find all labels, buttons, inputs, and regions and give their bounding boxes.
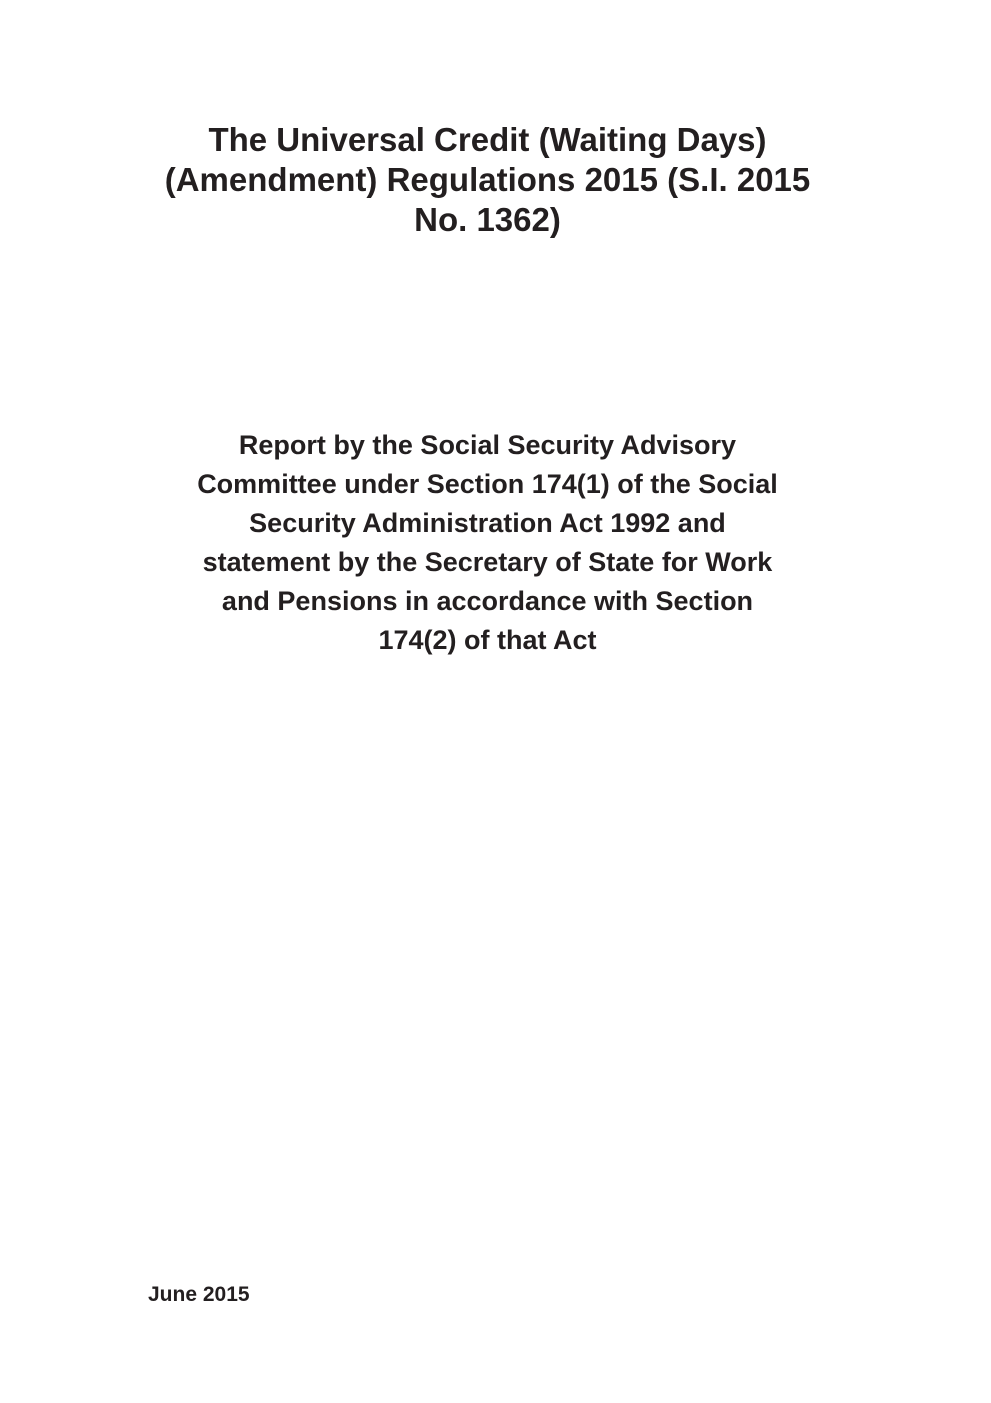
- publication-date: June 2015: [148, 1283, 250, 1306]
- title-line: The Universal Credit (Waiting Days): [208, 121, 767, 158]
- document-title: [0, 120, 975, 240]
- subtitle-line: Report by the Social Security Advisory: [238, 430, 737, 460]
- subtitle-line: statement by the Secretary of State for Work: [202, 547, 773, 577]
- title-line: (Amendment) Regulations 2015 (S.I. 2015: [164, 161, 811, 198]
- document-subtitle: [0, 426, 975, 660]
- subtitle-line: Security Administration Act 1992 and: [249, 508, 726, 538]
- subtitle-line: 174(2) of that Act: [378, 625, 597, 655]
- subtitle-line: Committee under Section 174(1) of the Social: [197, 469, 778, 499]
- title-line: No. 1362): [414, 201, 561, 238]
- subtitle-line: and Pensions in accordance with Section: [221, 586, 754, 616]
